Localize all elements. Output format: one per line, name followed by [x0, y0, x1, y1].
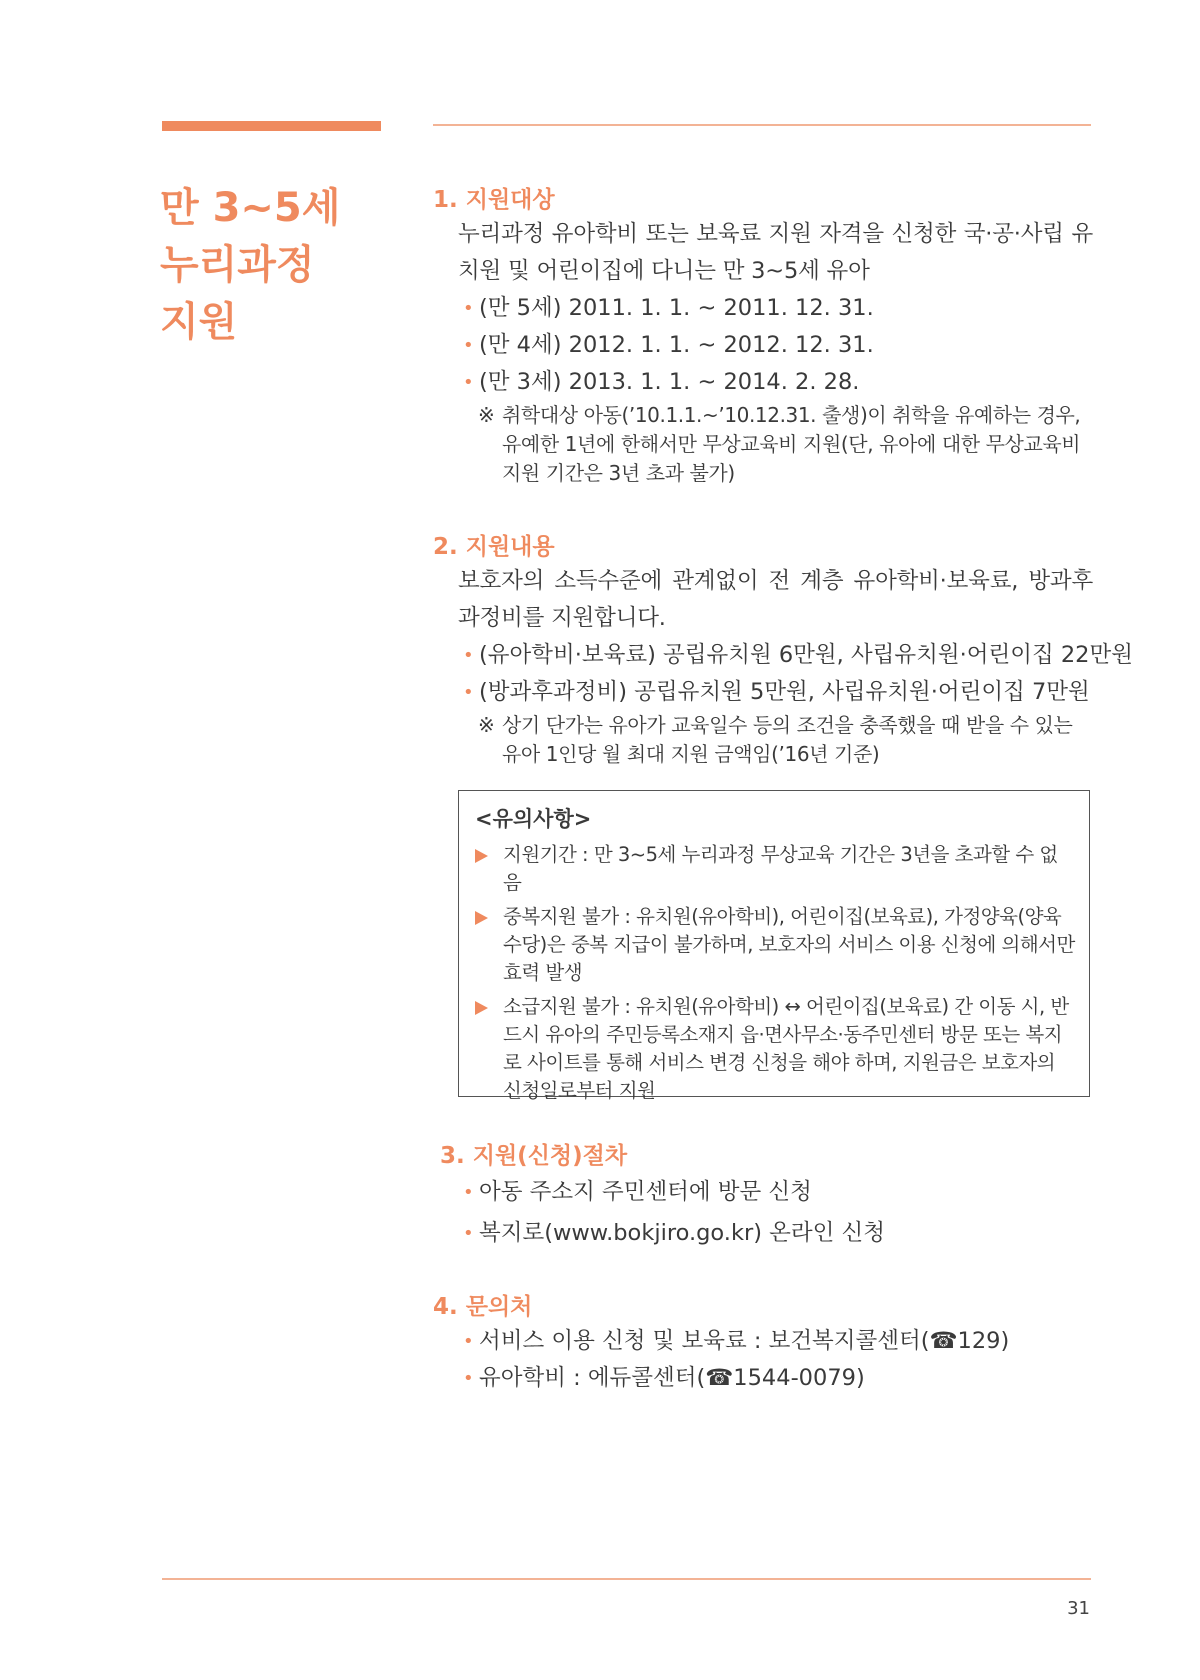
notice-item	[475, 841, 1075, 897]
notice-item-text: 소급지원 불가 : 유치원(유아학비) ↔ 어린이집(보육료) 간 이동 시, 반드시 유아의 주민등록소재지 읍·면사무소·동주민센터 방문 또는 복지로 사이트를 통해 서비스 변경 신청을 해야 하며, 지원금은 보호자의 신청일로부터 지원	[503, 995, 1069, 1102]
side-title-line-1: 만 3~5세	[160, 185, 341, 231]
page-number: 31	[1067, 1598, 1090, 1619]
top-accent-bar	[162, 121, 381, 131]
list-item: • (유아학비·보육료) 공립유치원 6만원, 사립유치원·어린이집 22만원	[463, 637, 1093, 674]
section-support-content	[433, 531, 1133, 769]
triangle-bullet-icon	[475, 911, 488, 925]
bullet-list	[433, 290, 1093, 401]
section-paragraph: 누리과정 유아학비 또는 보육료 지원 자격을 신청한 국·공·사립 유치원 및 어린이집에 다니는 만 3~5세 유아	[458, 221, 1093, 284]
notice-title: <유의사항>	[475, 807, 592, 831]
section-paragraph: 보호자의 소득수준에 관계없이 전 계층 유아학비·보육료, 방과후 과정비를 지원합니다.	[458, 568, 1093, 631]
notice-box	[458, 790, 1090, 1102]
side-title-line-3: 지원	[160, 299, 238, 345]
list-item: • (만 3세) 2013. 1. 1. ~ 2014. 2. 28.	[463, 364, 1093, 401]
side-title	[160, 180, 400, 351]
list-item: • (만 5세) 2011. 1. 1. ~ 2011. 12. 31.	[463, 290, 1093, 327]
section-heading: 1. 지원대상	[433, 187, 555, 213]
note-text: 상기 단가는 유아가 교육일수 등의 조건을 충족했을 때 받을 수 있는 유아 1인당 월 최대 지원 금액임(’16년 기준)	[502, 713, 1073, 766]
section-contact	[433, 1291, 1093, 1397]
section-heading: 2. 지원내용	[433, 534, 555, 560]
notice-item	[475, 903, 1075, 987]
side-title-line-2: 누리과정	[160, 242, 315, 288]
list-item: • 유아학비 : 에듀콜센터(☎1544-0079)	[463, 1360, 1093, 1397]
list-item: • (방과후과정비) 공립유치원 5만원, 사립유치원·어린이집 7만원	[463, 674, 1093, 711]
bullet-list	[433, 1323, 1093, 1397]
notice-item-text: 중복지원 불가 : 유치원(유아학비), 어린이집(보육료), 가정양육(양육수당)은 중복 지급이 불가하며, 보호자의 서비스 이용 신청에 의해서만 효력 발생	[503, 905, 1075, 984]
list-item: • 복지로(www.bokjiro.go.kr) 온라인 신청	[463, 1213, 1100, 1254]
triangle-bullet-icon	[475, 1001, 488, 1015]
bullet-list	[440, 1172, 1100, 1254]
list-item: • 서비스 이용 신청 및 보육료 : 보건복지콜센터(☎129)	[463, 1323, 1093, 1360]
note	[478, 711, 1093, 769]
list-item: • 아동 주소지 주민센터에 방문 신청	[463, 1172, 1100, 1213]
top-divider-line	[433, 124, 1091, 126]
note-text: 취학대상 아동(’10.1.1.~’10.12.31. 출생)이 취학을 유예하는 경우, 유예한 1년에 한해서만 무상교육비 지원(단, 유아에 대한 무상교육비 지원 기간은 3년 초과 불가)	[502, 403, 1081, 485]
bullet-list	[433, 637, 1133, 711]
note-mark: ※	[478, 713, 495, 737]
notice-item	[475, 993, 1075, 1105]
section-procedure	[440, 1140, 1100, 1254]
list-item: • (만 4세) 2012. 1. 1. ~ 2012. 12. 31.	[463, 327, 1093, 364]
section-support-target	[433, 184, 1093, 488]
triangle-bullet-icon	[475, 849, 488, 863]
notice-item-text: 지원기간 : 만 3~5세 누리과정 무상교육 기간은 3년을 초과할 수 없음	[503, 843, 1058, 894]
bottom-divider-line	[162, 1578, 1091, 1580]
note-mark: ※	[478, 403, 495, 427]
section-heading: 3. 지원(신청)절차	[440, 1143, 628, 1169]
section-heading: 4. 문의처	[433, 1294, 533, 1320]
note	[478, 401, 1093, 488]
